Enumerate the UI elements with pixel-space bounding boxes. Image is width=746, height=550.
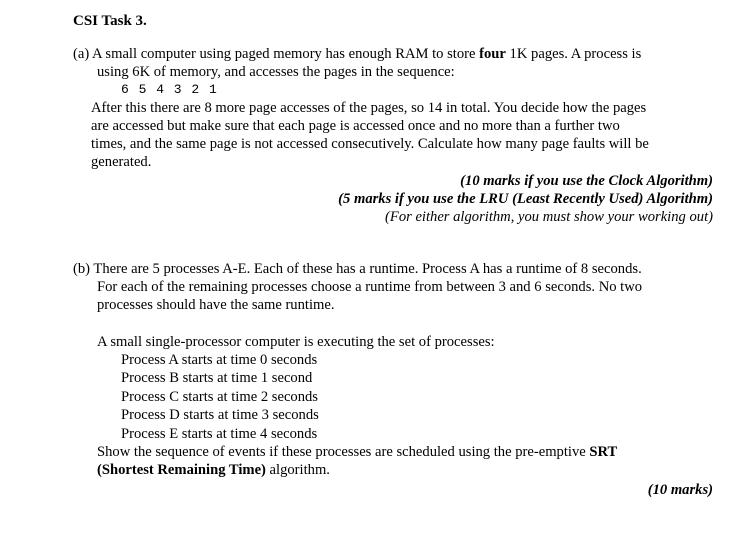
part-b-label: (b) bbox=[73, 261, 91, 277]
working-note: (For either algorithm, you must show your working out) bbox=[385, 209, 713, 225]
page-sequence: 6 5 4 3 2 1 bbox=[121, 82, 218, 97]
marks-clock: (10 marks if you use the Clock Algorithm) bbox=[460, 173, 713, 189]
process-list-item: Process B starts at time 1 second bbox=[121, 370, 313, 386]
process-list-item: Process A starts at time 0 seconds bbox=[121, 352, 318, 368]
part-b-line-1: (b) There are 5 processes A-E. Each of these has a runtime. Process A has a runtime of 8 seconds. bbox=[73, 261, 642, 277]
show-sequence-line: Show the sequence of events if these processes are scheduled using the pre-emptive SRT bbox=[97, 444, 618, 460]
part-a-para-line: After this there are 8 more page accesses of the pages, so 14 in total. You decide how the pages bbox=[91, 100, 647, 116]
show-sequence-line-2: (Shortest Remaining Time) algorithm. bbox=[97, 462, 330, 478]
process-list-item: Process E starts at time 4 seconds bbox=[121, 426, 318, 442]
part-a-line-1: (a) A small computer using paged memory has enough RAM to store four 1K pages. A process is bbox=[73, 46, 642, 62]
part-a-para-line: generated. bbox=[91, 154, 152, 170]
marks-lru: (5 marks if you use the LRU (Least Recently Used) Algorithm) bbox=[338, 191, 713, 207]
part-b-intro-line: processes should have the same runtime. bbox=[97, 297, 335, 313]
part-a-label: (a) bbox=[73, 46, 90, 62]
part-a-para-line: are accessed but make sure that each page is accessed once and no more than a further two bbox=[91, 118, 620, 134]
process-list-item: Process D starts at time 3 seconds bbox=[121, 407, 319, 423]
srt-expansion-bold: (Shortest Remaining Time) bbox=[97, 462, 266, 478]
marks-part-b: (10 marks) bbox=[647, 482, 713, 498]
part-b-intro-line: For each of the remaining processes choose a runtime from between 3 and 6 seconds. No two bbox=[97, 279, 643, 295]
scenario-text: A small single-processor computer is executing the set of processes: bbox=[97, 334, 495, 350]
task-title: CSI Task 3. bbox=[73, 13, 147, 29]
part-a-line-2: using 6K of memory, and accesses the pages in the sequence: bbox=[97, 64, 455, 80]
four-bold: four bbox=[479, 46, 506, 62]
srt-bold: SRT bbox=[589, 444, 618, 460]
part-a-para-line: times, and the same page is not accessed consecutively. Calculate how many page faults will be bbox=[91, 136, 649, 152]
process-list-item: Process C starts at time 2 seconds bbox=[121, 389, 318, 405]
